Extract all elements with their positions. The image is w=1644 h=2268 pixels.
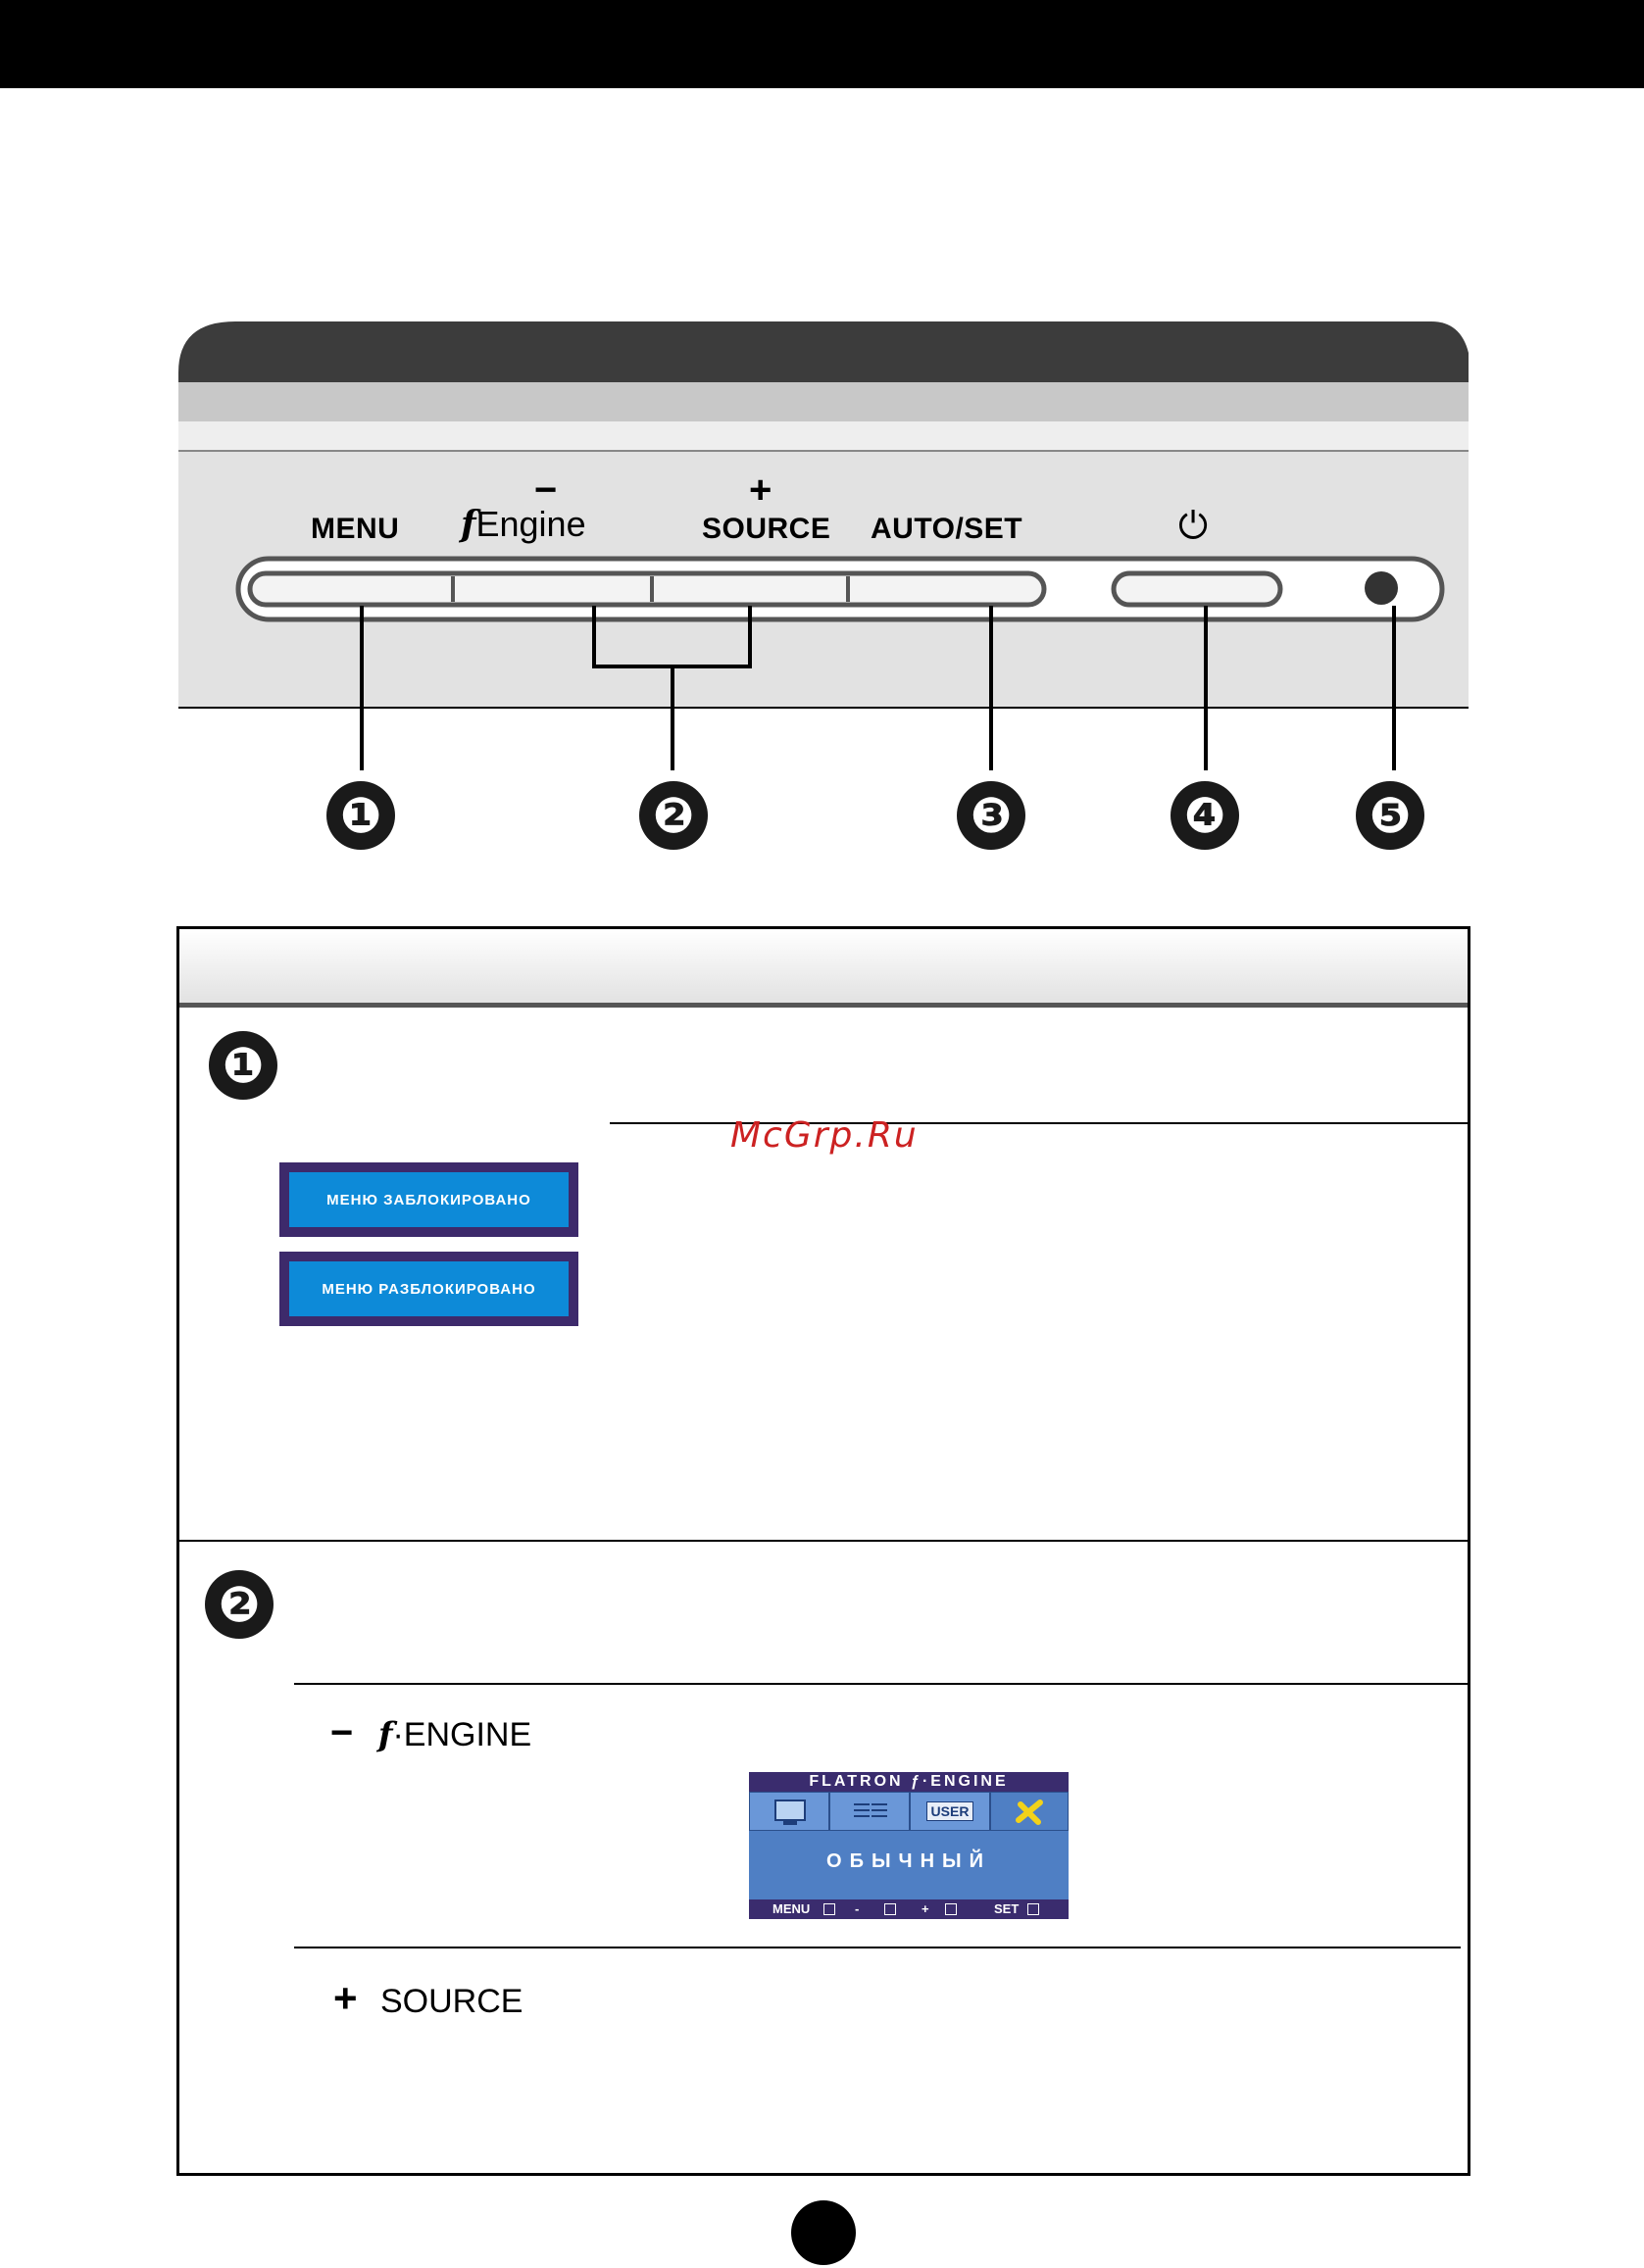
source-subheading bbox=[333, 1975, 523, 2022]
minus-sign: − bbox=[534, 468, 558, 512]
source-label: SOURCE bbox=[379, 1983, 523, 2020]
page-number-dot bbox=[791, 2200, 856, 2265]
callout-4: ❹ bbox=[1171, 781, 1239, 850]
callout-3: ❸ bbox=[957, 781, 1025, 850]
osd-bar-menu: MENU bbox=[772, 1901, 811, 1916]
osd-menu-unlocked-text: МЕНЮ РАЗБЛОКИРОВАНО bbox=[289, 1261, 569, 1316]
section-2-number: ❷ bbox=[205, 1570, 274, 1639]
auto-set-button-label: AUTO/SET bbox=[871, 513, 1023, 545]
callout-5: ❺ bbox=[1356, 781, 1424, 850]
plus-key-icon bbox=[945, 1903, 957, 1915]
f-glyph: f bbox=[377, 1715, 393, 1754]
power-icon: ⏻ bbox=[1178, 504, 1209, 547]
fengine-label: ·ENGINE bbox=[392, 1716, 532, 1753]
osd-bar-set: SET bbox=[994, 1901, 1020, 1916]
callout-1: ❶ bbox=[326, 781, 395, 850]
button-group bbox=[250, 573, 1044, 605]
fengine-button-label bbox=[461, 504, 586, 545]
exit-tab-icon bbox=[990, 1792, 1069, 1831]
section-1-number: ❶ bbox=[209, 1031, 277, 1100]
minus-key-icon bbox=[884, 1903, 896, 1915]
osd-menu-locked bbox=[279, 1162, 578, 1237]
engine-text: Engine bbox=[475, 504, 586, 544]
monitor-panel-illustration bbox=[0, 0, 1644, 882]
fengine-osd-title: FLATRON ƒ·ENGINE bbox=[749, 1772, 1069, 1792]
section-2-divider bbox=[294, 1683, 1468, 1685]
bezel-highlight bbox=[178, 421, 1469, 451]
plus-icon: + bbox=[333, 1975, 358, 2021]
bezel-top bbox=[178, 321, 1469, 382]
f-glyph: f bbox=[461, 504, 476, 545]
watermark: McGrp.Ru bbox=[730, 1115, 919, 1156]
menu-button-label: MENU bbox=[311, 513, 400, 545]
source-button-label: SOURCE bbox=[702, 513, 831, 545]
power-indicator bbox=[1365, 571, 1398, 605]
set-key-icon bbox=[1027, 1903, 1039, 1915]
table-header bbox=[179, 929, 1468, 1008]
fengine-osd bbox=[749, 1772, 1069, 1919]
user-tab-label: USER bbox=[926, 1801, 974, 1821]
fengine-mode-text: ОБЫЧНЫЙ bbox=[826, 1850, 991, 1872]
power-button[interactable] bbox=[1114, 573, 1280, 605]
minus-icon: − bbox=[330, 1711, 354, 1754]
user-tab bbox=[910, 1792, 990, 1831]
osd-bar-minus: - bbox=[855, 1901, 860, 1916]
osd-menu-locked-text: МЕНЮ ЗАБЛОКИРОВАНО bbox=[289, 1172, 569, 1227]
osd-bar-plus: + bbox=[922, 1901, 929, 1916]
osd-menu-unlocked bbox=[279, 1252, 578, 1326]
bezel-band bbox=[178, 382, 1469, 421]
text-tab-icon bbox=[829, 1792, 910, 1831]
source-divider bbox=[294, 1947, 1461, 1948]
menu-key-icon bbox=[823, 1903, 835, 1915]
fengine-osd-control-bar bbox=[749, 1899, 1069, 1919]
section-separator bbox=[179, 1540, 1468, 1542]
monitor-tab-icon bbox=[749, 1792, 829, 1831]
callout-2: ❷ bbox=[639, 781, 708, 850]
plus-sign: + bbox=[749, 468, 772, 512]
fengine-subheading bbox=[330, 1711, 531, 1755]
